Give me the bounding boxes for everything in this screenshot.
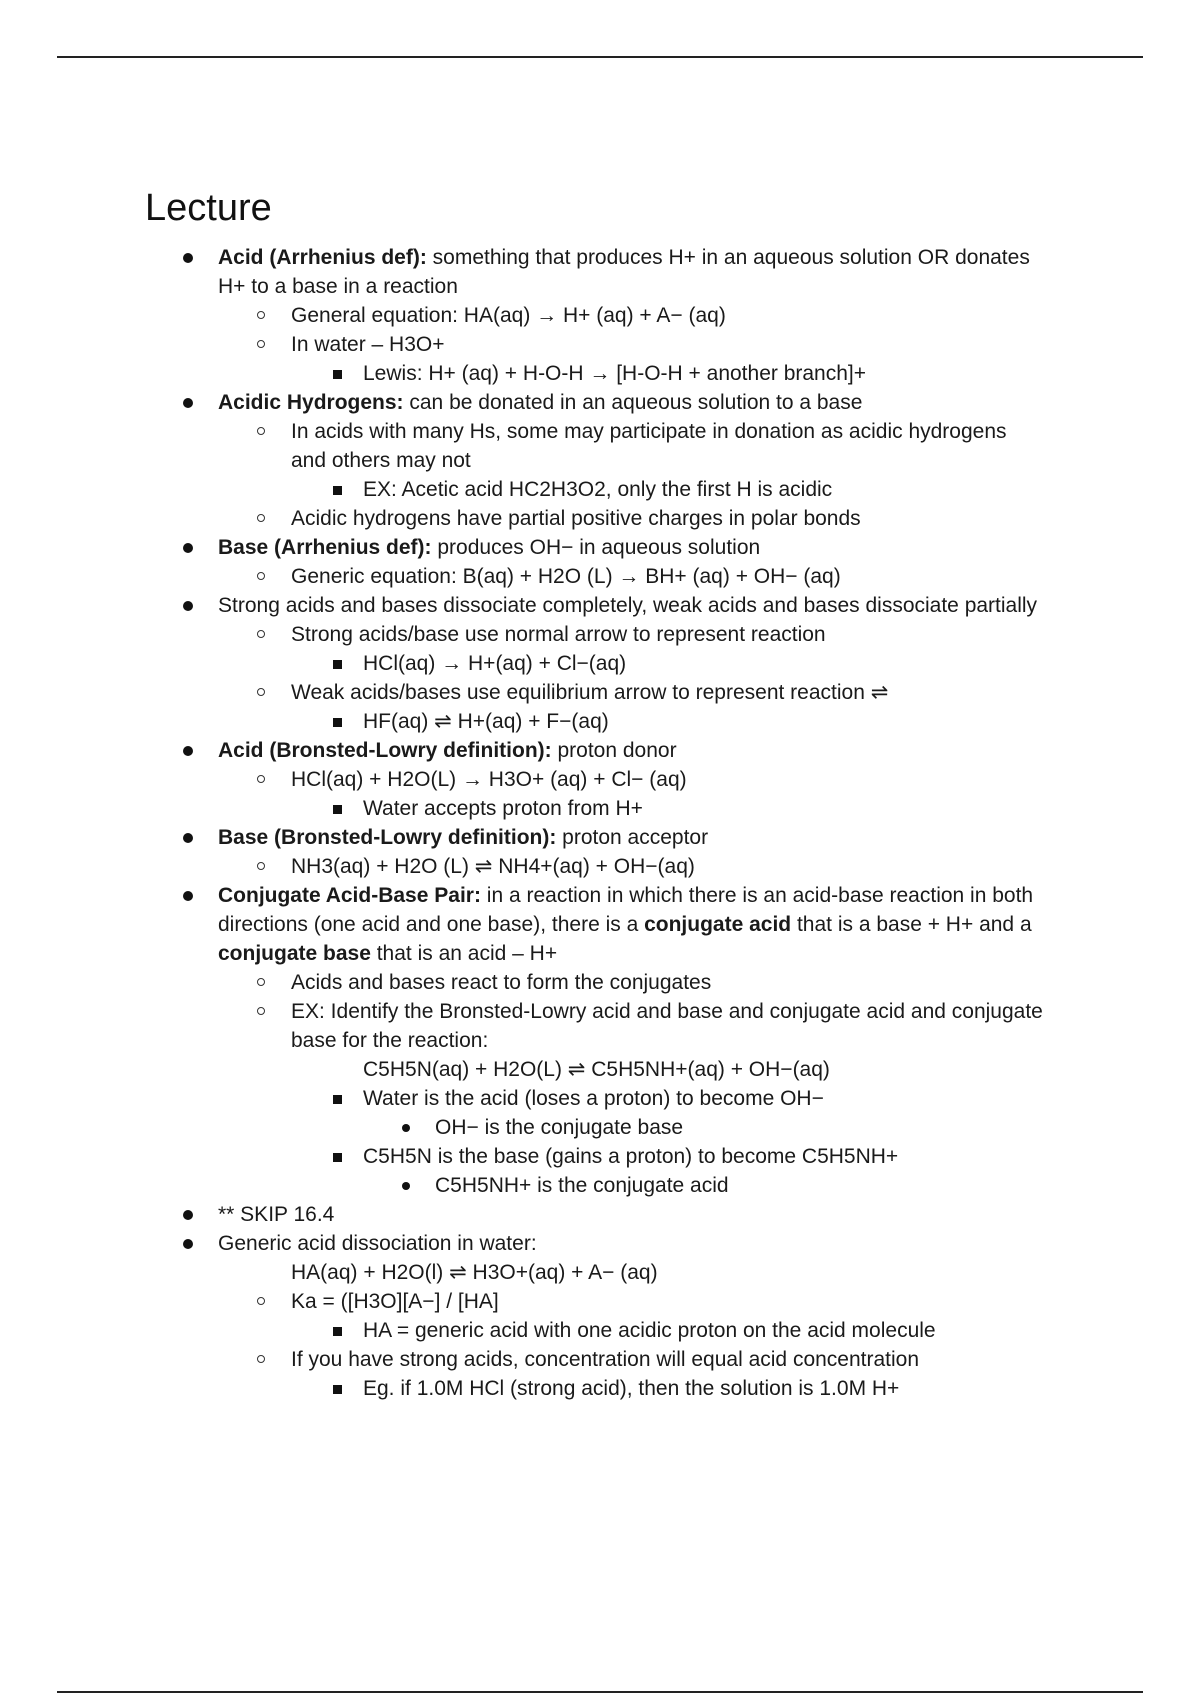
- bullet-icon: [183, 1210, 193, 1220]
- list-item: [0, 533, 1200, 562]
- term: Base (Bronsted-Lowry definition):: [218, 826, 557, 849]
- item-text: C5H5NH+ is the conjugate acid: [435, 1174, 729, 1197]
- square-bullet-icon: [333, 370, 342, 379]
- term: Conjugate Acid-Base Pair:: [218, 884, 481, 907]
- list-item-continuation: and others may not: [291, 449, 471, 472]
- item-text: Acidic hydrogens have partial positive charges in polar bonds: [291, 507, 861, 530]
- item-text: OH− is the conjugate base: [435, 1116, 684, 1139]
- square-bullet-icon: [333, 660, 342, 669]
- item-text: HCl(aq) → H+(aq) + Cl−(aq): [363, 652, 627, 675]
- definition: proton donor: [551, 739, 677, 762]
- term: conjugate base: [218, 942, 371, 965]
- list-item: [0, 1084, 1200, 1113]
- item-text: Water accepts proton from H+: [363, 797, 643, 820]
- list-item-continuation: H+ to a base in a reaction: [218, 275, 458, 298]
- bullet-icon: [183, 398, 193, 408]
- item-text: that is a base + H+ and a: [791, 913, 1032, 936]
- list-item: [0, 823, 1200, 852]
- list-item: [0, 591, 1200, 620]
- term: conjugate acid: [644, 913, 792, 936]
- list-item: [0, 1229, 1200, 1258]
- list-item: [0, 475, 1200, 504]
- item-text: In water – H3O+: [291, 333, 445, 356]
- list-item: [0, 678, 1200, 707]
- circle-bullet-icon: [257, 630, 265, 638]
- list-item: [0, 1200, 1200, 1229]
- item-text: ** SKIP 16.4: [218, 1203, 335, 1226]
- list-item: [0, 765, 1200, 794]
- circle-bullet-icon: [257, 340, 265, 348]
- definition: proton acceptor: [556, 826, 709, 849]
- item-text: NH3(aq) + H2O (L) ⇌ NH4+(aq) + OH−(aq): [291, 855, 695, 878]
- circle-bullet-icon: [257, 514, 265, 522]
- item-text: HCl(aq) + H2O(L) → H3O+ (aq) + Cl− (aq): [291, 768, 687, 791]
- square-bullet-icon: [333, 805, 342, 814]
- item-text: C5H5N is the base (gains a proton) to become C5H5NH+: [363, 1145, 899, 1168]
- definition: something that produces H+ in an aqueous solution OR donates: [426, 246, 1030, 269]
- item-text: Generic acid dissociation in water:: [218, 1232, 537, 1255]
- list-item: [0, 649, 1200, 678]
- square-bullet-icon: [333, 1095, 342, 1104]
- circle-bullet-icon: [257, 427, 265, 435]
- term: Base (Arrhenius def):: [218, 536, 432, 559]
- item-text: If you have strong acids, concentration will equal acid concentration: [291, 1348, 920, 1371]
- list-item-continuation: [0, 910, 1200, 939]
- square-bullet-icon: [333, 1327, 342, 1336]
- item-text: Weak acids/bases use equilibrium arrow to represent reaction ⇌: [291, 681, 889, 704]
- item-text: Strong acids/base use normal arrow to represent reaction: [291, 623, 826, 646]
- bullet-icon: [183, 746, 193, 756]
- bullet-icon: [183, 891, 193, 901]
- list-item: [0, 852, 1200, 881]
- bullet-icon: [183, 601, 193, 611]
- term: Acid (Arrhenius def):: [218, 246, 427, 269]
- list-item: [0, 359, 1200, 388]
- circle-bullet-icon: [257, 1355, 265, 1363]
- circle-bullet-icon: [257, 572, 265, 580]
- circle-bullet-icon: [257, 862, 265, 870]
- list-item: [0, 794, 1200, 823]
- item-text: Lewis: H+ (aq) + H-O-H → [H-O-H + another branch]+: [363, 362, 867, 385]
- circle-bullet-icon: [257, 1007, 265, 1015]
- list-item-continuation: [0, 939, 1200, 968]
- list-item: [0, 1374, 1200, 1403]
- definition: can be donated in an aqueous solution to a base: [403, 391, 863, 414]
- list-item: [0, 417, 1200, 446]
- item-text: directions (one acid and one base), there is a: [218, 913, 645, 936]
- list-item: [0, 330, 1200, 359]
- item-text: EX: Identify the Bronsted-Lowry acid and base and conjugate acid and conjugate: [291, 1000, 1043, 1023]
- definition: in a reaction in which there is an acid-base reaction in both: [480, 884, 1034, 907]
- circle-bullet-icon: [257, 775, 265, 783]
- list-item: [0, 243, 1200, 272]
- square-bullet-icon: [333, 1385, 342, 1394]
- list-item: [0, 1316, 1200, 1345]
- item-text: HA = generic acid with one acidic proton on the acid molecule: [363, 1319, 936, 1342]
- lecture-notes: [0, 243, 1200, 1403]
- list-item: [0, 881, 1200, 910]
- footer-rule: [57, 1691, 1143, 1693]
- list-item: [0, 301, 1200, 330]
- item-text: Acids and bases react to form the conjugates: [291, 971, 712, 994]
- bullet-icon: [183, 543, 193, 553]
- list-item: [0, 388, 1200, 417]
- term: Acid (Bronsted-Lowry definition):: [218, 739, 552, 762]
- bullet-icon: [402, 1182, 410, 1190]
- item-text: General equation: HA(aq) → H+ (aq) + A− (aq): [291, 304, 726, 327]
- page-title: Lecture: [145, 187, 272, 229]
- list-item: [0, 620, 1200, 649]
- list-item: [0, 1287, 1200, 1316]
- list-item: [0, 1171, 1200, 1200]
- circle-bullet-icon: [257, 311, 265, 319]
- square-bullet-icon: [333, 718, 342, 727]
- item-text: Water is the acid (loses a proton) to become OH−: [363, 1087, 824, 1110]
- circle-bullet-icon: [257, 688, 265, 696]
- bullet-icon: [402, 1124, 410, 1132]
- item-text: HF(aq) ⇌ H+(aq) + F−(aq): [363, 710, 609, 733]
- item-text: In acids with many Hs, some may participate in donation as acidic hydrogens: [291, 420, 1007, 443]
- item-text: Strong acids and bases dissociate completely, weak acids and bases dissociate partially: [218, 594, 1038, 617]
- item-text: Generic equation: B(aq) + H2O (L) → BH+ (aq) + OH− (aq): [291, 565, 841, 588]
- term: Acidic Hydrogens:: [218, 391, 404, 414]
- list-item: [0, 968, 1200, 997]
- header-rule: [57, 56, 1143, 58]
- list-item: [0, 1142, 1200, 1171]
- equation-line: C5H5N(aq) + H2O(L) ⇌ C5H5NH+(aq) + OH−(aq): [363, 1058, 830, 1081]
- bullet-icon: [183, 833, 193, 843]
- item-text: Ka = ([H3O][A−] / [HA]: [291, 1290, 499, 1313]
- item-text: that is an acid – H+: [370, 942, 558, 965]
- list-item-continuation: base for the reaction:: [291, 1029, 489, 1052]
- square-bullet-icon: [333, 486, 342, 495]
- list-item: [0, 504, 1200, 533]
- definition: produces OH− in aqueous solution: [431, 536, 761, 559]
- square-bullet-icon: [333, 1153, 342, 1162]
- list-item: [0, 1113, 1200, 1142]
- item-text: EX: Acetic acid HC2H3O2, only the first H is acidic: [363, 478, 833, 501]
- list-item: [0, 1345, 1200, 1374]
- circle-bullet-icon: [257, 978, 265, 986]
- list-item: [0, 997, 1200, 1026]
- list-item: [0, 562, 1200, 591]
- item-text: Eg. if 1.0M HCl (strong acid), then the solution is 1.0M H+: [363, 1377, 900, 1400]
- bullet-icon: [183, 1239, 193, 1249]
- equation-line: HA(aq) + H2O(l) ⇌ H3O+(aq) + A− (aq): [291, 1261, 658, 1284]
- list-item: [0, 707, 1200, 736]
- circle-bullet-icon: [257, 1297, 265, 1305]
- bullet-icon: [183, 253, 193, 263]
- list-item: [0, 736, 1200, 765]
